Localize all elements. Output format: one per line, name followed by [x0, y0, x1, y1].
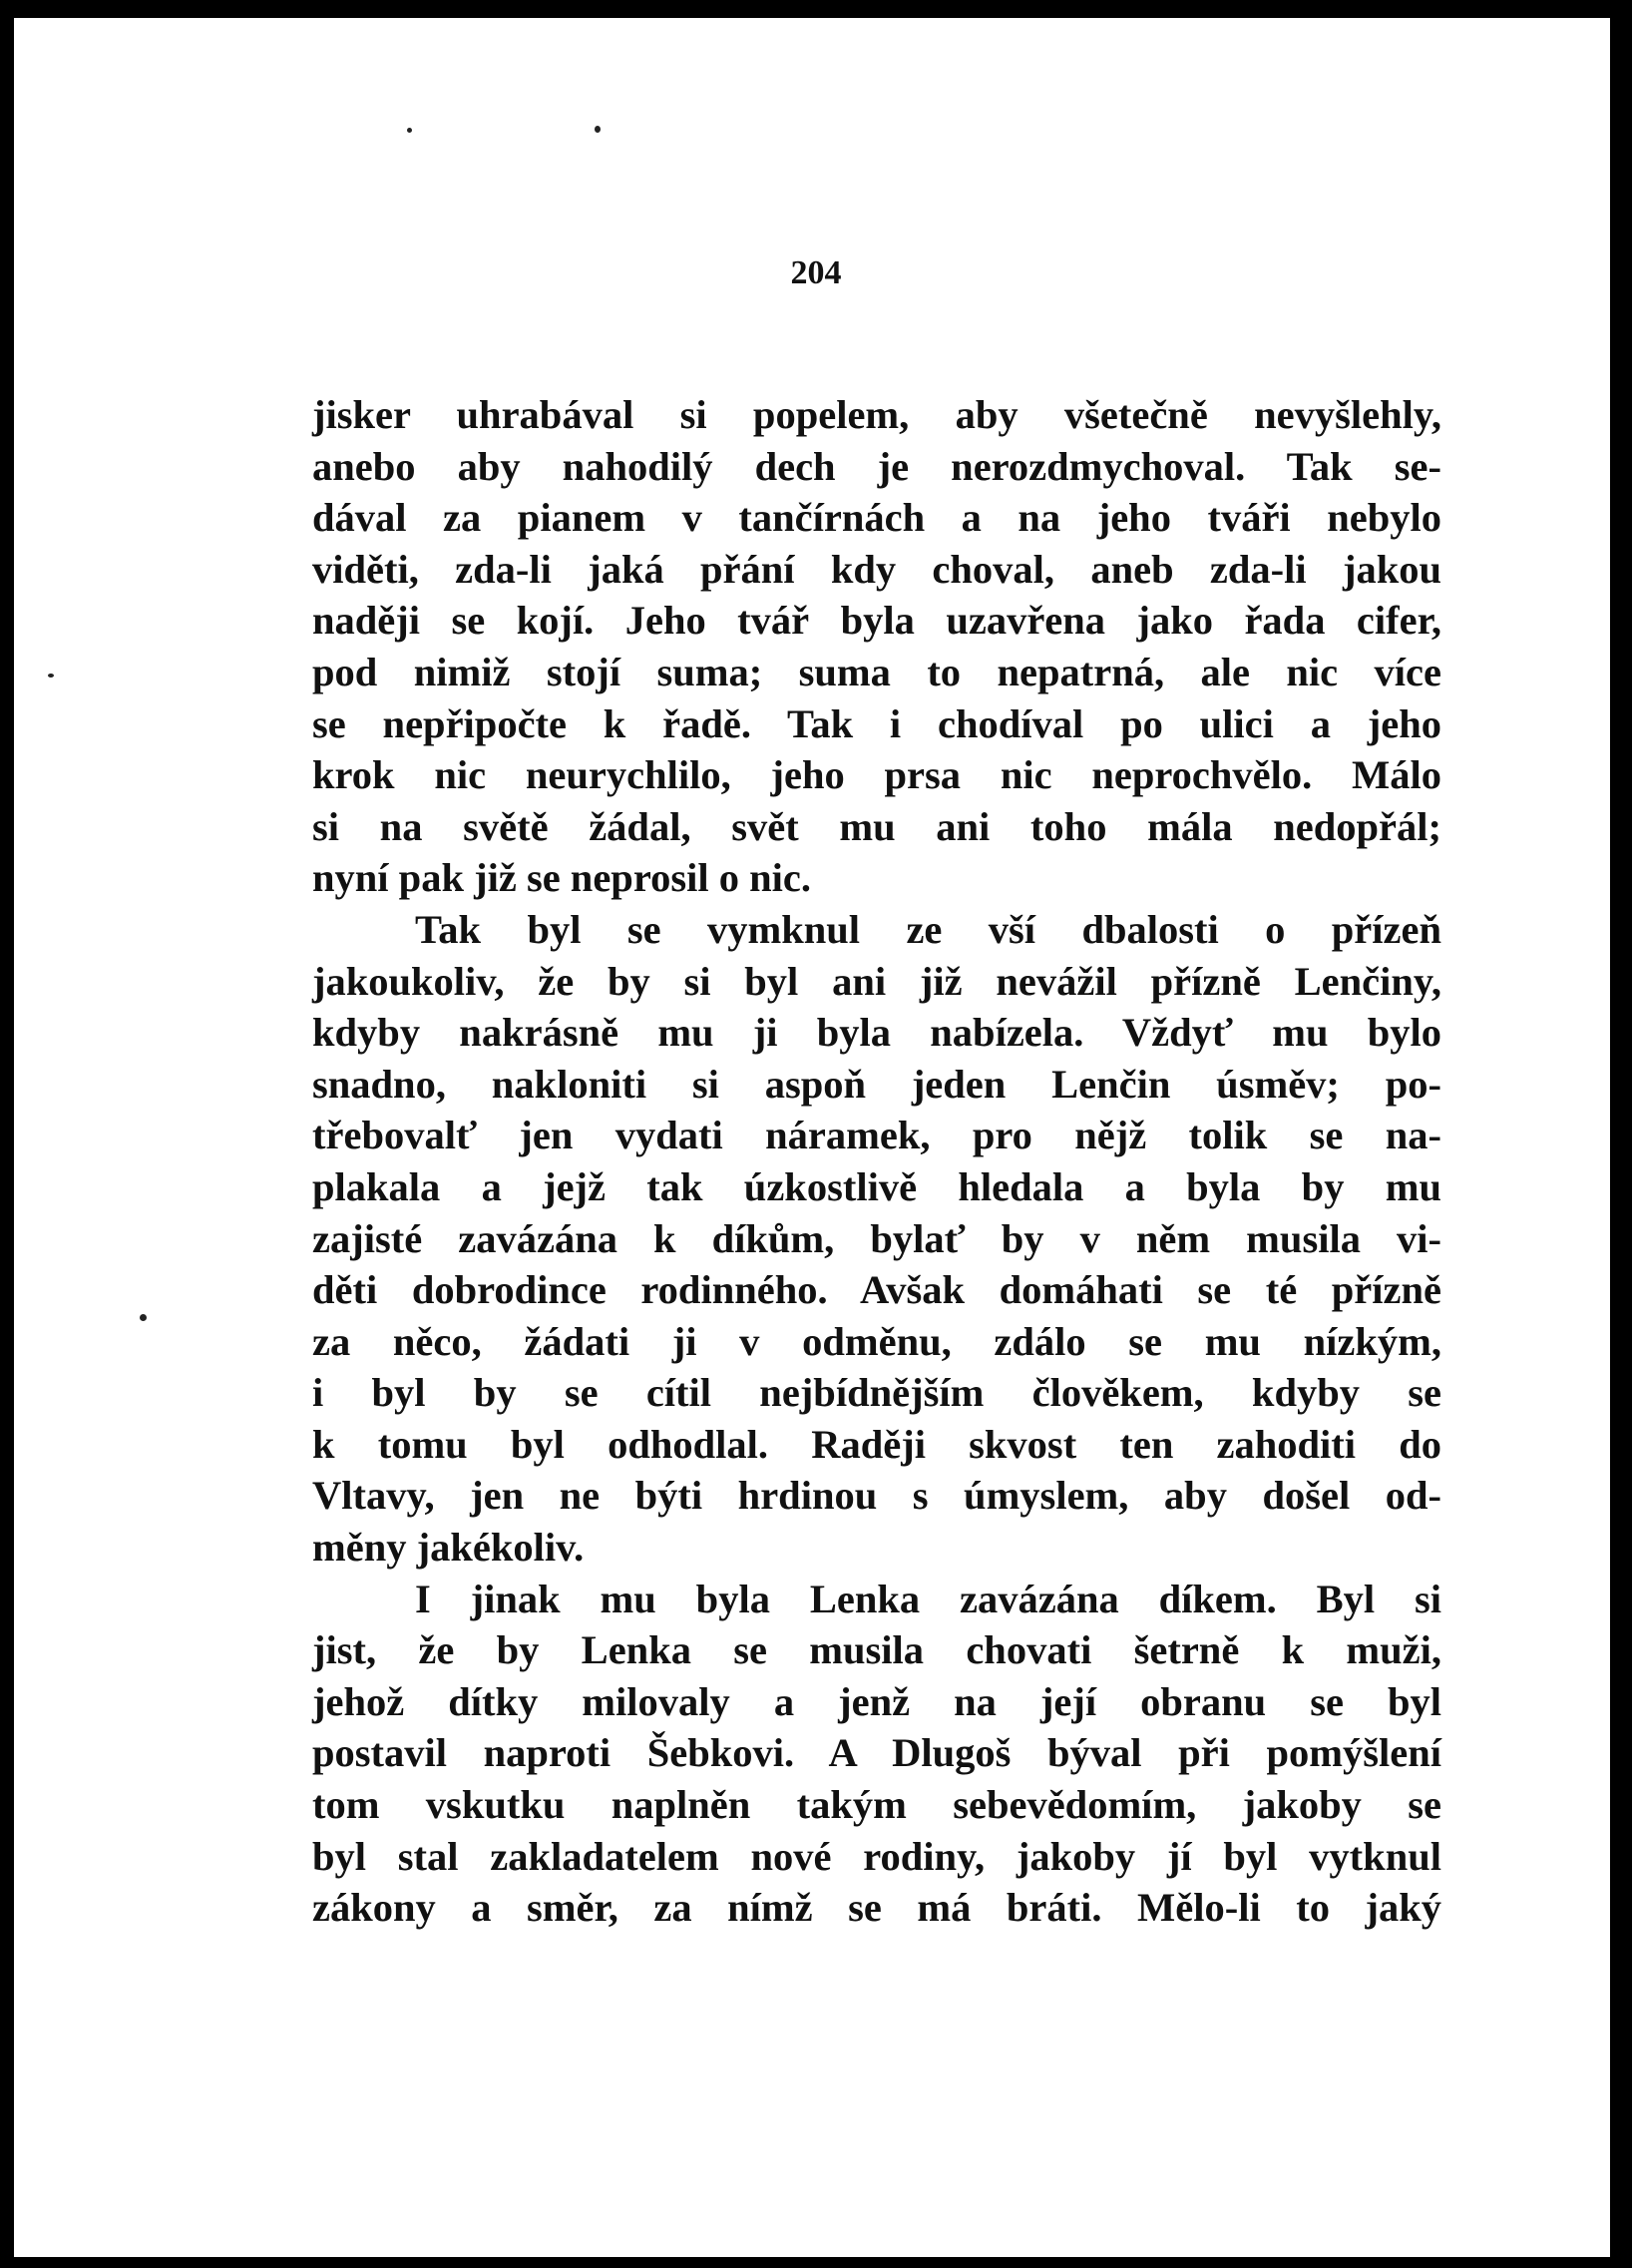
text-line: Vltavy, jen ne býti hrdinou s úmyslem, aby došel od-	[312, 1473, 1441, 1519]
text-line: postavil naproti Šebkovi. A Dlugoš býval při pomýšlení	[312, 1730, 1441, 1776]
text-line: Tak byl se vymknul ze vší dbalosti o přízeň	[415, 906, 1441, 952]
text-line: se nepřipočte k řadě. Tak i chodíval po ulici a jeho	[312, 700, 1441, 746]
text-line: k tomu byl odhodlal. Raději skvost ten zahoditi do	[312, 1421, 1441, 1467]
scan-speck	[595, 126, 601, 133]
text-line: viděti, zda-li jaká přání kdy choval, aneb zda-li jakou	[312, 546, 1441, 592]
text-line: byl stal zakladatelem nové rodiny, jakoby jí byl vytknul	[312, 1833, 1441, 1879]
text-line: plakala a jejž tak úzkostlivě hledala a byla by mu	[312, 1163, 1441, 1209]
text-line: zákony a směr, za nímž se má bráti. Mělo-li to jaký	[312, 1885, 1441, 1931]
text-line: nyní pak již se neprosil o nic.	[312, 855, 811, 901]
body-text	[312, 389, 1441, 1934]
text-line: tom vskutku naplněn takým sebevědomím, jakoby se	[312, 1782, 1441, 1828]
text-line: měny jakékoliv.	[312, 1525, 585, 1571]
text-line: děti dobrodince rodinného. Avšak domáhati se té přízně	[312, 1267, 1441, 1313]
scan-border	[1610, 0, 1632, 2268]
text-line: za něco, žádati ji v odměnu, zdálo se mu nízkým,	[312, 1318, 1441, 1364]
text-line: jakoukoliv, že by si byl ani již nevážil přízně Lenčiny,	[312, 958, 1441, 1004]
text-line: jisker uhrabával si popelem, aby všetečně nevyšlehly,	[312, 392, 1441, 437]
text-line: jehož dítky milovaly a jenž na její obranu se byl	[312, 1678, 1441, 1724]
text-line: i byl by se cítil nejbídnějším člověkem, kdyby se	[312, 1370, 1441, 1416]
page-number: 204	[790, 254, 842, 291]
text-line: anebo aby nahodilý dech je nerozdmychoval. Tak se-	[312, 443, 1441, 489]
scan-speck	[48, 674, 54, 678]
text-line: si na světě žádal, svět mu ani toho mála nedopřál;	[312, 803, 1441, 849]
text-line: zajisté zavázána k díkům, bylať by v něm musila vi-	[312, 1215, 1441, 1261]
text-line: třebovalť jen vydati náramek, pro nějž tolik se na-	[312, 1113, 1441, 1158]
text-line: naději se kojí. Jeho tvář byla uzavřena jako řada cifer,	[312, 598, 1441, 644]
text-line: pod nimiž stojí suma; suma to nepatrná, ale nic více	[312, 649, 1441, 694]
text-line: I jinak mu byla Lenka zavázána díkem. Byl si	[415, 1576, 1441, 1621]
text-line: snadno, nakloniti si aspoň jeden Lenčin úsměv; po-	[312, 1061, 1441, 1107]
scan-speck	[140, 1314, 147, 1321]
text-line: dával za pianem v tančírnách a na jeho tváři nebylo	[312, 495, 1441, 541]
text-line: jist, že by Lenka se musila chovati šetrně k muži,	[312, 1627, 1441, 1673]
text-line: krok nic neurychlilo, jeho prsa nic neprochvělo. Málo	[312, 752, 1441, 798]
text-line: kdyby nakrásně mu ji byla nabízela. Vždyť mu bylo	[312, 1010, 1441, 1056]
scan-speck	[407, 128, 412, 133]
